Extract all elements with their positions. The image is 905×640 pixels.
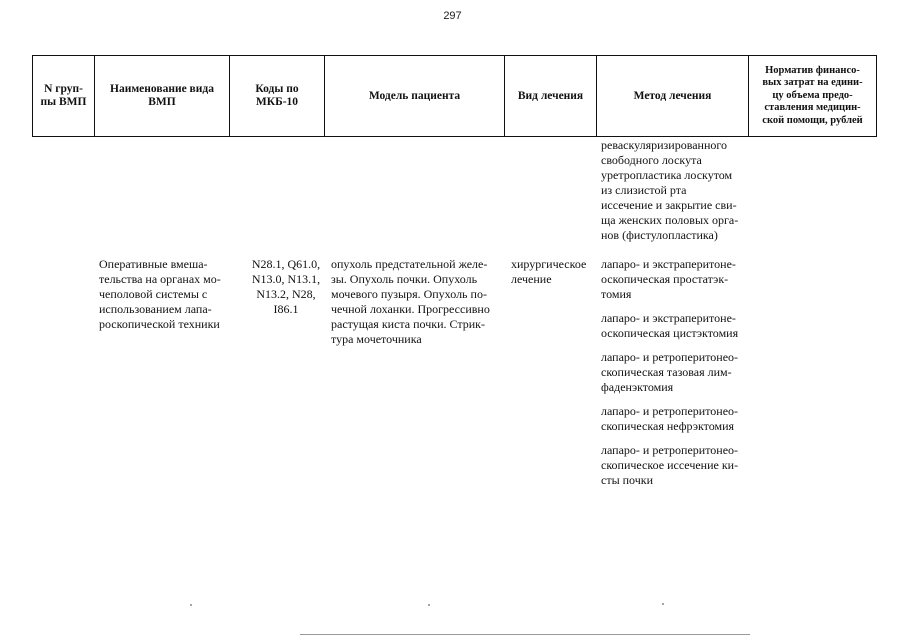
vmp-name-cell: Оперативные вмеша- тельства на органах мо- чеполовой системы с использованием лапа- роскопической техники: [99, 257, 221, 331]
page-number: 297: [443, 10, 462, 22]
method-item: иссечение и закрытие сви- ща женских половых орга- нов (фистулопластика): [601, 198, 739, 242]
method-item: лапаро- и экстраперитоне- оскопическая цистэктомия: [601, 311, 739, 340]
treatment-type-cell: хирургическое лечение: [511, 257, 587, 286]
method-item: лапаро- и ретроперитонео- скопическое иссечение ки- сты почки: [601, 443, 739, 487]
table-header: [32, 55, 877, 137]
header-treatment-type: Вид лечения: [505, 56, 597, 137]
method-item: лапаро- и экстраперитоне- оскопическая простатэк- томия: [601, 257, 736, 301]
header-treatment-method: Метод лечения: [597, 56, 749, 137]
scan-edge-line: [300, 634, 750, 635]
header-patient-model: Модель пациента: [325, 56, 505, 137]
method-item: лапаро- и ретроперитонео- скопическая нефрэктомия: [601, 404, 739, 433]
patient-model-cell: опухоль предстательной желе- зы. Опухоль почки. Опухоль мочевого пузыря. Опухоль по- чечной лоханки. Прогрессивно растущая киста почки. Стрик- тура мочеточника: [331, 257, 490, 346]
scan-speck: [190, 604, 192, 606]
continuation-methods: [601, 138, 759, 243]
header-icd-codes: Коды по МКБ-10: [230, 56, 325, 137]
treatment-methods-cell: [601, 257, 759, 497]
scan-speck: [662, 603, 664, 605]
header-cost-standard: Норматив финансо- вых затрат на едини- цу объема предо- ставления медицин- ской помощи, рублей: [749, 56, 877, 137]
method-item: лапаро- и ретроперитонео- скопическая тазовая лим- фаденэктомия: [601, 350, 739, 394]
header-vmp-name: Наименование вида ВМП: [95, 56, 230, 137]
method-item: уретропластика лоскутом из слизистой рта: [601, 168, 733, 197]
method-item: реваскуляризированного свободного лоскута: [601, 138, 728, 167]
header-group-number: N груп- пы ВМП: [33, 56, 95, 137]
scan-speck: [428, 604, 430, 606]
icd-codes-cell: N28.1, Q61.0, N13.0, N13.1, N13.2, N28, I86.1: [251, 257, 321, 316]
